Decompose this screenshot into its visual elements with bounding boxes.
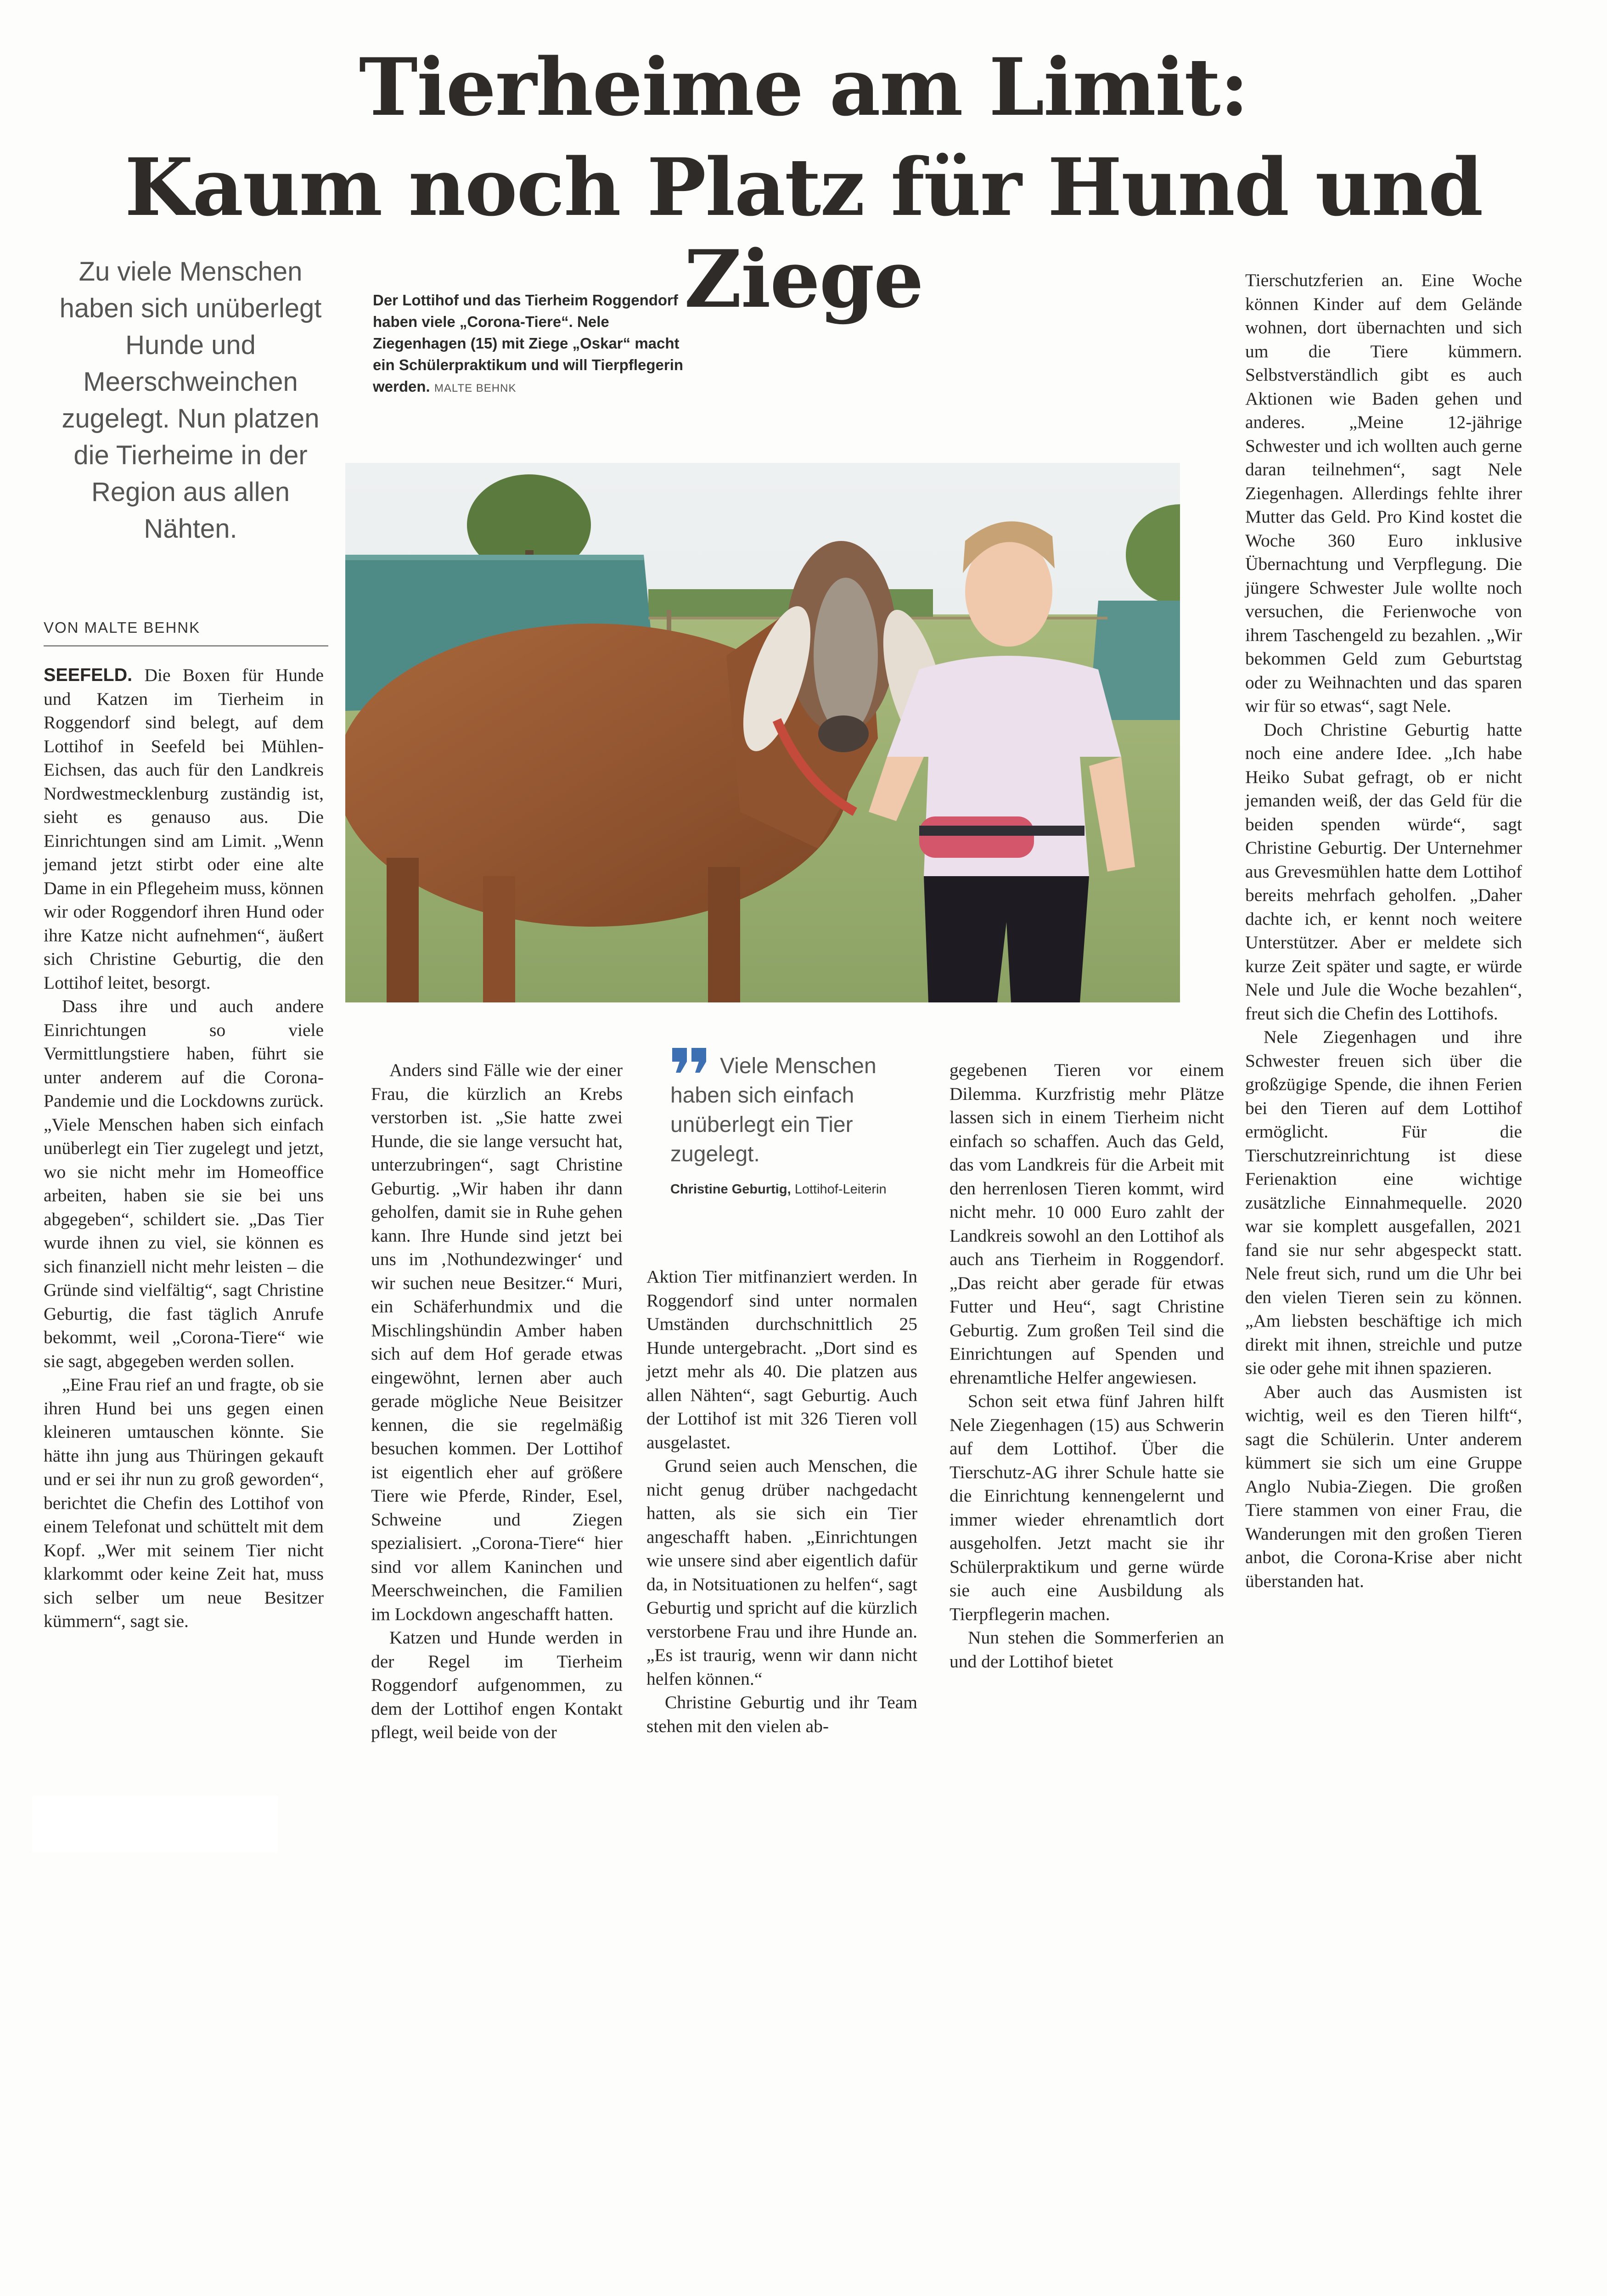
article-column-1 xyxy=(44,664,324,1633)
dateline: SEEFELD. xyxy=(44,665,133,685)
article-column-3 xyxy=(646,1265,917,1738)
article-photo xyxy=(345,463,1180,1002)
pull-quote xyxy=(670,1052,927,1197)
byline: VON MALTE BEHNK xyxy=(44,619,201,636)
article-paragraph: Nele Ziegenhagen und ihre Schwester freuen sich über die großzügige Spende, die ihnen Ferien bei den Tieren auf dem Lottihof ermöglicht. Für die Tierschutzreinrichtung ist diese Ferienaktion eine wichtige zusätzliche Einnahmequelle. 2020 war sie komplett ausgefallen, 2021 fand sie nur sehr abgespeckt statt. Nele freut sich, rund um die Uhr bei den vielen Tieren sein zu können. „Am liebsten beschäftige ich mich direkt mit ihnen, streichle und putze sie oder gehe mit ihnen spazieren. xyxy=(1245,1027,1522,1378)
pull-quote-text: Viele Menschen haben sich einfach unüberlegt ein Tier zugelegt. xyxy=(670,1054,877,1166)
pull-quote-role: Lottihof-Leiterin xyxy=(791,1182,887,1197)
article-paragraph: Anders sind Fälle wie der einer Frau, die kürzlich an Krebs verstorben ist. „Sie hatte zwei Hunde, die sie lange versucht hat, unterzubringen“, sagt Christine Geburtig. „Wir haben ihr dann geholfen, damit sie in Ruhe gehen kann. Ihre Hunde sind jetzt bei uns im ‚Nothundezwinger‘ und wir suchen neue Besitzer.“ Muri, ein Schäferhundmix und die Mischlingshündin Amber haben sich auf dem Hof gerade etwas eingewöhnt, lernen aber auch gerade mögliche Neue Beisitzer kennen, die sie regelmäßig besuchen kommen. Der Lottihof ist eigentlich eher auf größere Tiere wie Pferde, Rinder, Esel, Schweine und Ziegen spezialisiert. „Corona-Tiere“ hier sind vor allem Kaninchen und Meerschweinchen, die Familien im Lockdown angeschafft hatten. xyxy=(371,1060,623,1624)
headline-line-2: Kaum noch Platz für Hund und Ziege xyxy=(124,141,1483,326)
article-paragraph: Dass ihre und auch andere Einrichtungen so viele Vermittlungstiere haben, führt sie unter anderem auf die Corona-Pandemie und die Lockdowns zurück. „Viele Menschen haben sich einfach unüberlegt ein Tier zugelegt und jetzt, wo sie nicht mehr im Homeoffice arbeiten, haben sie sie bei uns abgegeben“, schildert sie. „Das Tier wurde ihnen zu viel, sie können es sich finanziell nicht mehr leisten – die Gründe sind vielfältig“, sagt Christine Geburtig, die fast täglich Anrufe bekommt, weil „Corona-Tiere“ wie sie sagt, abgegeben werden sollen. xyxy=(44,996,324,1371)
photo-caption xyxy=(373,289,703,399)
article-paragraph: „Eine Frau rief an und fragte, ob sie ihren Hund bei uns gegen einen kleineren umtauschen könnte. Sie hätte ihn jung aus Thüringen gekauft und er sei ihr nun zu groß geworden“, berichtet die Chefin des Lottihof von einem Telefonat und schüttelt mit dem Kopf. „Wer mit seinem Tier nicht klarkommt oder keine Zeit hat, muss sich selber um neue Besitzer kümmern“, sagt sie. xyxy=(44,1374,324,1631)
article-paragraph: Aber auch das Ausmisten ist wichtig, weil es den Tieren hilft“, sagt die Schülerin. Unter anderem kümmert sie sich um eine Gruppe Anglo Nubia-Ziegen. Die großen Tiere stammen von einer Frau, die Wanderungen mit den großen Tieren anbot, die Corona-Krise aber nicht überstanden hat. xyxy=(1245,1381,1522,1591)
article-paragraph: Christine Geburtig und ihr Team stehen mit den vielen ab- xyxy=(646,1692,917,1736)
article-column-4 xyxy=(950,1058,1224,1673)
article-paragraph: Schon seit etwa fünf Jahren hilft Nele Ziegenhagen (15) aus Schwerin auf dem Lottihof. Über die Tierschutz-AG ihrer Schule hatte sie die Einrichtung kennengelernt und immer wieder ehrenamtlich dort ausgeholfen. Jetzt macht sie ihr Schülerpraktikum und gerne würde sie auch eine Ausbildung als Tierpflegerin machen. xyxy=(950,1391,1224,1624)
pull-quote-author: Christine Geburtig, xyxy=(670,1182,791,1197)
photo-goat-and-girl xyxy=(345,463,1180,1002)
article-paragraph: gegebenen Tieren vor einem Dilemma. Kurzfristig mehr Plätze lassen sich in einem Tierheim nicht einfach so schaffen. Auch das Geld, das vom Landkreis für die Arbeit mit den herrenlosen Tieren kommt, wird nicht mehr. 10 000 Euro zahlt der Landkreis sowohl an den Lottihof als auch ans Tierheim in Roggendorf. „Das reicht aber gerade für etwas Futter und Heu“, sagt Christine Geburtig. Zum großen Teil sind die Einrichtungen auf Spenden und ehrenamtliche Helfer angewiesen. xyxy=(950,1060,1224,1388)
article-paragraph: Doch Christine Geburtig hatte noch eine andere Idee. „Ich habe Heiko Subat gefragt, ob er nicht jemanden weiß, der das Geld für die beiden spenden würde“, sagt Christine Geburtig. Der Unternehmer aus Grevesmühlen hatte dem Lottihof bereits mehrfach geholfen. „Daher dachte ich, er kennt noch weitere Unterstützer. Aber er meldete sich kurze Zeit später und sagte, er würde Nele und Jule die Woche bezahlen“, freut sich die Chefin des Lottihofs. xyxy=(1245,719,1522,1024)
article-column-5 xyxy=(1245,269,1522,1593)
article-paragraph: Aktion Tier mitfinanziert werden. In Roggendorf sind unter normalen Umständen durchschnittlich 25 Hunde untergebracht. „Dort sind es jetzt mehr als 40. Die platzen aus allen Nähten“, sagt Geburtig. Auch der Lottihof ist mit 326 Tieren voll ausgelastet. xyxy=(646,1266,917,1452)
article-paragraph: Nun stehen die Sommerferien an und der Lottihof bietet xyxy=(950,1627,1224,1671)
article-paragraph: Tierschutzferien an. Eine Woche können Kinder auf dem Gelände wohnen, dort übernachten und sich um die Tiere kümmern. Selbstverständlich gibt es auch Aktionen wie Baden gehen und anderes. „Meine 12-jährige Schwester und ich wollten auch gerne daran teilnehmen“, sagt Nele Ziegenhagen. Allerdings fehlte ihrer Mutter das Geld. Pro Kind kostet die Woche 360 Euro inklusive Übernachtung und Verpflegung. Die jüngere Schwester Jule wollte noch versuchen, die Ferienwoche von ihrem Taschengeld zu bezahlen. „Wir bekommen Geld zum Geburtstag oder zu Weihnachten und das sparen wir für so etwas“, sagt Nele. xyxy=(1245,270,1522,716)
byline-rule xyxy=(44,645,328,647)
photo-credit: MALTE BEHNK xyxy=(434,382,517,394)
article-paragraph: Grund seien auch Menschen, die nicht genug drüber nachgedacht hatten, als sie sich ein Tier angeschafft haben. „Einrichtungen wie unsere sind aber eigentlich dafür da, in Notsituationen zu helfen“, sagt Geburtig und spricht auf die kürzlich verstorbene Frau und ihre Hunde an. „Es ist traurig, wenn wir dann nicht helfen können.“ xyxy=(646,1456,917,1689)
article-column-2 xyxy=(371,1058,623,1745)
article-paragraph xyxy=(44,664,324,995)
article-paragraph: Katzen und Hunde werden in der Regel im Tierheim Roggendorf aufgenommen, zu dem der Lottihof engen Kontakt pflegt, weil beide von der xyxy=(371,1627,623,1742)
photo-caption-text: Der Lottihof und das Tierheim Roggendorf haben viele „Corona-Tiere“. Nele Ziegenhagen (15) mit Ziege „Oskar“ macht ein Schülerpraktikum und will Tierpflegerin werden. xyxy=(373,292,684,395)
pull-quote-attribution xyxy=(670,1182,927,1197)
quote-mark-icon xyxy=(670,1046,709,1074)
headline-line-1: Tierheime am Limit: xyxy=(359,40,1248,134)
blank-patch xyxy=(32,1795,278,1853)
lead-paragraph: Zu viele Menschen haben sich unüberlegt Hunde und Meerschweinchen zugelegt. Nun platzen die Tierheime in der Region aus allen Nähten. xyxy=(59,257,322,544)
paragraph-text: Die Boxen für Hunde und Katzen im Tierheim in Roggendorf sind belegt, auf dem Lottihof in Seefeld bei Mühlen-Eichsen, das auch für den Landkreis Nordwestmecklenburg zuständig ist, sieht es genauso aus. Die Einrichtungen sind am Limit. „Wenn jemand jetzt stirbt oder eine alte Dame in ein Pflegeheim muss, können wir oder Roggendorf ihren Hund oder ihre Katze nicht aufnehmen“, äußert sich Christine Geburtig, die den Lottihof leitet, besorgt. xyxy=(44,665,324,993)
